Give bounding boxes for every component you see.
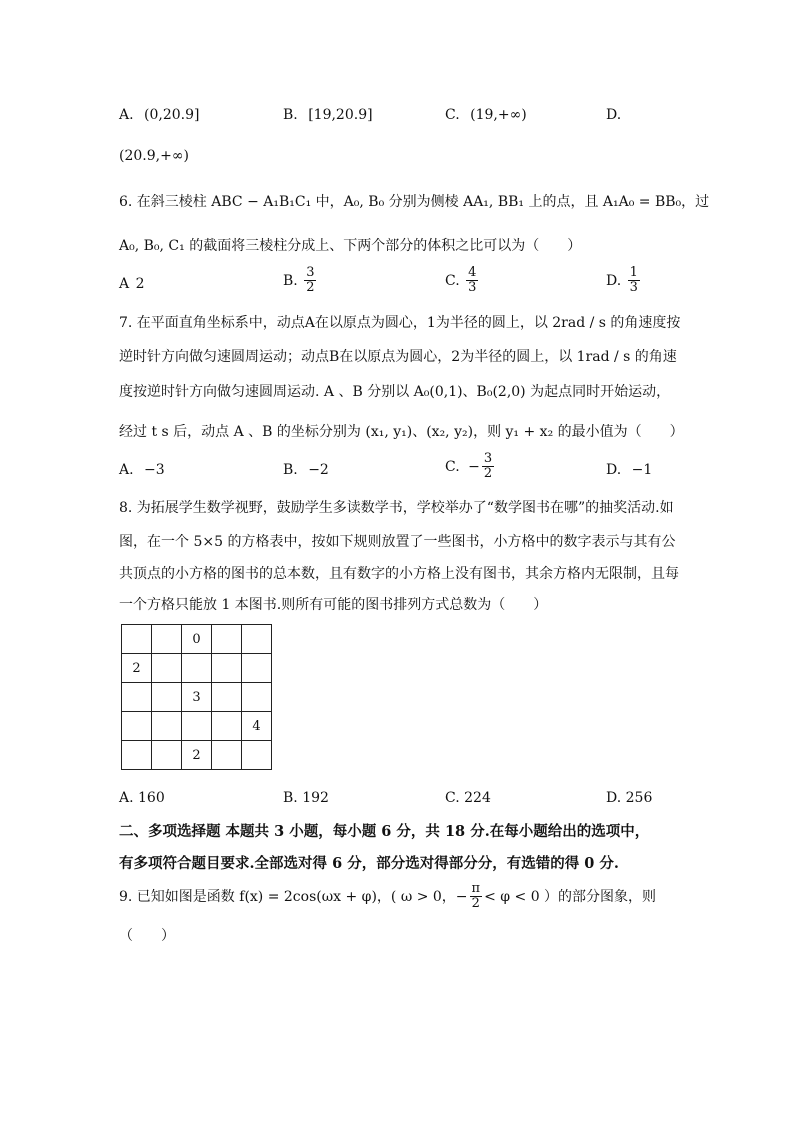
grid-cell (122, 683, 152, 712)
grid-cell (242, 741, 272, 770)
q6-option-d (606, 266, 642, 296)
option-text: 192 (302, 790, 329, 806)
q8-stem-line2: 图，在一个 5×5 的方格表中，按如下规则放置了一些图书，小方格中的数字表示与其有公 (119, 534, 676, 550)
option-text: 160 (138, 790, 165, 806)
option-text: −1 (631, 462, 653, 478)
option-label: A. (119, 462, 134, 478)
grid-cell (212, 625, 242, 654)
fraction-numerator: 4 (468, 265, 477, 280)
q6-stem-line1: 6. 在斜三棱柱 ABC − A₁B₁C₁ 中，A₀, B₀ 分别为侧棱 AA₁, BB₁ 上的点，且 A₁A₀ = BB₀，过 (119, 194, 710, 210)
fraction-denominator: 2 (483, 466, 493, 482)
fraction-denominator: 2 (471, 896, 480, 912)
option-label: D. (606, 462, 622, 478)
option-label: C. (445, 107, 460, 123)
grid-row (122, 712, 272, 741)
fraction (304, 266, 316, 296)
grid-cell (152, 625, 182, 654)
fraction-numerator: 3 (483, 451, 493, 466)
q5-option-a (119, 107, 199, 123)
q8-option-d (606, 790, 652, 806)
grid-cell: 2 (122, 654, 152, 683)
q7-option-c (445, 452, 496, 482)
option-text: (19,+∞) (470, 107, 527, 123)
grid-row (122, 683, 272, 712)
grid-cell (122, 741, 152, 770)
fraction (482, 452, 494, 482)
option-label: B. (283, 272, 298, 289)
fraction-numerator: 3 (306, 265, 315, 280)
q8-stem-line1: 8. 为拓展学生数学视野，鼓励学生多读数学书，学校举办了“数学图书在哪”的抽奖活动.如 (119, 500, 674, 516)
q8-stem-line3: 共顶点的小方格的图书的总本数，且有数字的小方格上没有图书，其余方格内无限制，且每 (119, 566, 679, 582)
q6-option-a (119, 276, 145, 292)
q7-stem-line4: 经过 t s 后，动点 A 、B 的坐标分别为 (x₁, y₁)、(x₂, y₂)，则 y₁ + x₂ 的最小值为（ ） (119, 424, 684, 440)
grid-cell (212, 712, 242, 741)
grid-cell (212, 683, 242, 712)
section2-heading-line1: 二、多项选择题 本题共 3 小题，每小题 6 分，共 18 分.在每小题给出的选项中， (119, 823, 650, 840)
option-label: C. (445, 458, 460, 475)
grid-cell (152, 741, 182, 770)
grid-row (122, 654, 272, 683)
option-label: B. (283, 107, 298, 123)
option-text: [19,20.9] (308, 107, 373, 123)
option-text: 224 (464, 790, 491, 806)
q5-option-b (283, 107, 373, 123)
q7-stem-line2: 逆时针方向做匀速圆周运动；动点B在以原点为圆心，2为半径的圆上，以 1rad / s 的角速 (119, 349, 677, 365)
fraction-denominator: 2 (306, 280, 315, 296)
option-label: D. (606, 107, 622, 123)
grid-cell (242, 625, 272, 654)
q9-text-part2: < φ < 0 ）的部分图象，则 (484, 888, 657, 905)
grid-row (122, 741, 272, 770)
fraction (466, 266, 478, 296)
q6-option-c (445, 266, 480, 296)
q5-option-d-text: (20.9,+∞) (119, 148, 189, 164)
option-label: A. (119, 107, 134, 123)
q5-option-d (606, 107, 621, 123)
option-text: −3 (144, 462, 165, 478)
grid-cell: 2 (182, 741, 212, 770)
fraction-denominator: 3 (629, 280, 638, 296)
fraction-numerator: 1 (629, 265, 638, 280)
fraction-denominator: 3 (468, 280, 477, 296)
grid-cell (182, 712, 212, 741)
grid-cell (182, 654, 212, 683)
grid-cell (242, 683, 272, 712)
fraction-numerator: π (471, 881, 481, 896)
fraction (628, 266, 640, 296)
fraction (470, 882, 483, 912)
q7-stem-line3: 度按逆时针方向做匀速圆周运动. A 、B 分别以 A₀(0,1)、B₀(2,0) 为起点同时开始运动， (119, 384, 671, 400)
q8-option-a (119, 790, 165, 806)
section2-heading-line2: 有多项符合题目要求.全部选对得 6 分，部分选对得部分分，有选错的得 0 分. (119, 855, 619, 872)
grid-cell: 0 (182, 625, 212, 654)
minus-sign: − (468, 458, 480, 475)
grid-cell (242, 654, 272, 683)
option-label: C. (445, 790, 460, 806)
book-grid-5x5 (121, 624, 272, 770)
option-text: (0,20.9] (144, 107, 200, 123)
q8-stem-line4: 一个方格只能放 1 本图书.则所有可能的图书排列方式总数为（ ） (119, 597, 548, 613)
q9-stem-line1 (119, 882, 656, 912)
option-label: D. (606, 790, 622, 806)
option-label: A. (119, 790, 134, 806)
option-label: B. (283, 462, 298, 478)
option-text: 256 (625, 790, 653, 806)
grid-cell (152, 654, 182, 683)
q7-option-d (606, 462, 652, 478)
q5-option-c (445, 107, 527, 123)
option-label: C. (445, 272, 460, 289)
q7-option-b (283, 462, 329, 478)
option-label: B. (283, 790, 298, 806)
option-text: −2 (308, 462, 329, 478)
q8-option-c (445, 790, 491, 806)
q6-option-b (283, 266, 318, 296)
q7-option-a (119, 462, 165, 478)
q9-text-part1: 9. 已知如图是函数 f(x) = 2cos(ωx + φ)，( ω > 0，− (119, 888, 468, 905)
q8-option-b (283, 790, 329, 806)
grid-cell (212, 654, 242, 683)
grid-cell: 4 (242, 712, 272, 741)
q6-stem-line2: A₀, B₀, C₁ 的截面将三棱柱分成上、下两个部分的体积之比可以为（ ） (119, 238, 582, 254)
q9-stem-line2: （ ） (119, 928, 175, 944)
grid-cell (152, 683, 182, 712)
grid-row (122, 625, 272, 654)
option-text: 2 (135, 276, 145, 292)
grid-cell (122, 712, 152, 741)
grid-cell (152, 712, 182, 741)
grid-cell (212, 741, 242, 770)
q7-stem-line1: 7. 在平面直角坐标系中，动点A在以原点为圆心，1为半径的圆上，以 2rad / s 的角速度按 (119, 315, 681, 331)
option-label: D. (606, 272, 622, 289)
grid-cell (122, 625, 152, 654)
grid-cell: 3 (182, 683, 212, 712)
option-label: A (119, 276, 130, 292)
